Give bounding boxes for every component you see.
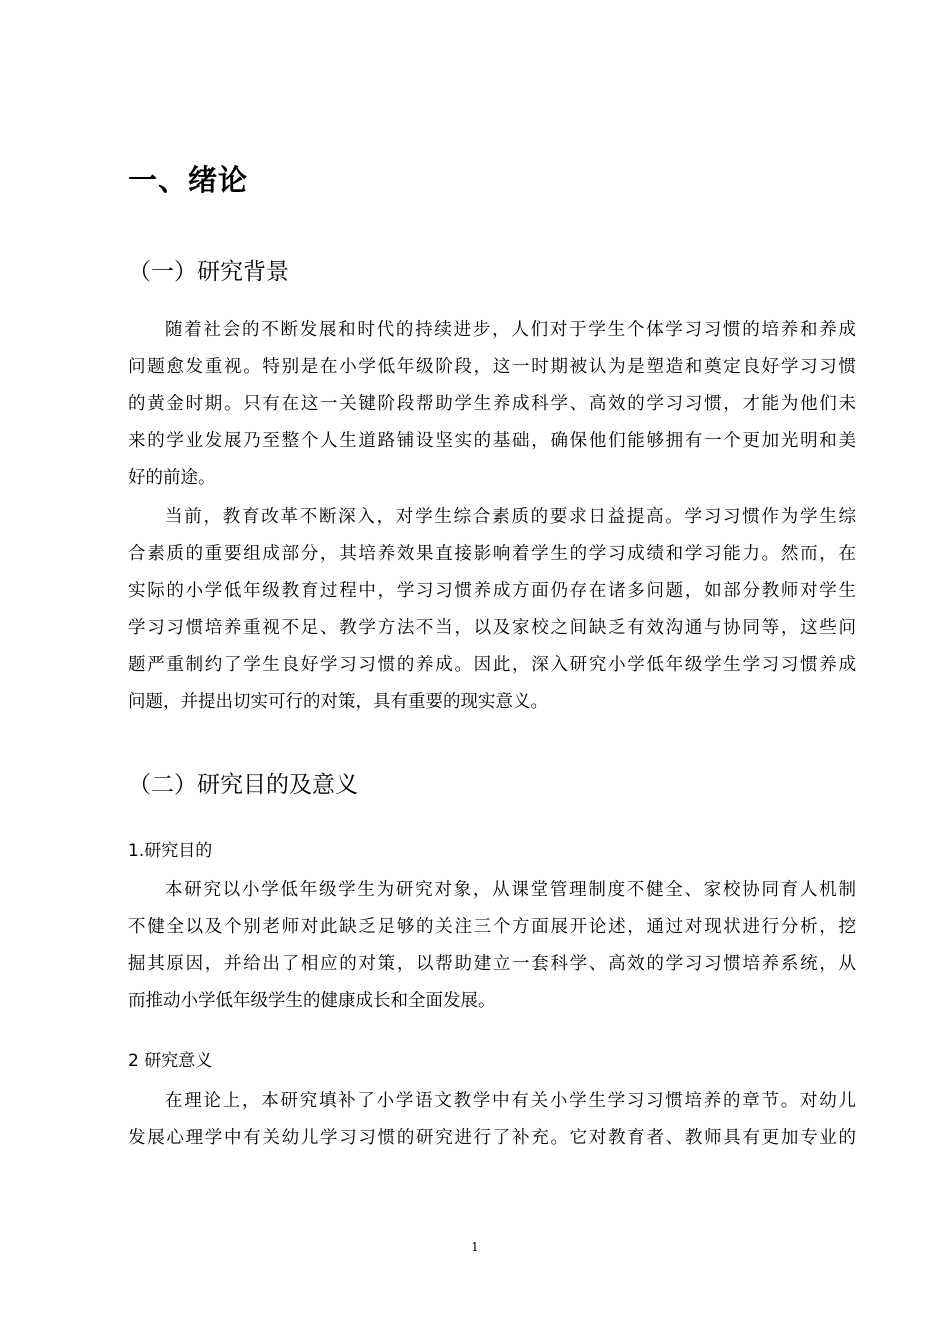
paragraph-background-2	[128, 499, 856, 721]
subsection-heading-significance: 2 研究意义	[128, 1051, 213, 1071]
paragraph-line: 好的前途。	[128, 468, 216, 488]
paragraph-line: 的黄金时期。只有在这一关键阶段帮助学生养成科学、高效的学习习惯，才能为他们未	[128, 394, 856, 414]
paragraph-line: 而推动小学低年级学生的健康成长和全面发展。	[128, 991, 496, 1011]
section-heading-purpose: （二）研究目的及意义	[128, 772, 358, 798]
paragraph-line: 合素质的重要组成部分，其培养效果直接影响着学生的学习成绩和学习能力。然而，在	[128, 544, 856, 564]
section-heading-background: （一）研究背景	[128, 259, 289, 285]
paragraph-line: 问题，并提出切实可行的对策，具有重要的现实意义。	[128, 692, 548, 712]
chapter-heading: 一、绪论	[128, 163, 249, 197]
paragraph-line: 题严重制约了学生良好学习习惯的养成。因此，深入研究小学低年级学生学习习惯养成	[128, 655, 856, 675]
paragraph-line: 学习习惯培养重视不足、教学方法不当，以及家校之间缺乏有效沟通与协同等，这些问	[128, 618, 856, 638]
paragraph-line: 实际的小学低年级教育过程中，学习习惯养成方面仍存在诸多问题，如部分教师对学生	[128, 581, 856, 601]
subsection-heading-purpose: 1.研究目的	[128, 841, 213, 861]
paragraph-line: 随着社会的不断发展和时代的持续进步，人们对于学生个体学习习惯的培养和养成	[165, 320, 856, 340]
paragraph-line: 问题愈发重视。特别是在小学低年级阶段，这一时期被认为是塑造和奠定良好学习习惯	[128, 357, 856, 377]
paragraph-purpose	[128, 872, 856, 1020]
paragraph-line: 在理论上，本研究填补了小学语文教学中有关小学生学习习惯培养的章节。对幼儿	[165, 1091, 856, 1111]
paragraph-line: 发展心理学中有关幼儿学习习惯的研究进行了补充。它对教育者、教师具有更加专业的	[128, 1128, 856, 1148]
paragraph-significance	[128, 1083, 856, 1157]
page-number: 1	[471, 1240, 479, 1254]
paragraph-line: 当前，教育改革不断深入，对学生综合素质的要求日益提高。学习习惯作为学生综	[165, 507, 856, 527]
paragraph-line: 本研究以小学低年级学生为研究对象，从课堂管理制度不健全、家校协同育人机制	[165, 880, 856, 900]
paragraph-line: 掘其原因，并给出了相应的对策，以帮助建立一套科学、高效的学习习惯培养系统，从	[128, 954, 856, 974]
paragraph-line: 不健全以及个别老师对此缺乏足够的关注三个方面展开论述，通过对现状进行分析，挖	[128, 917, 856, 937]
paragraph-background-1	[128, 312, 856, 497]
paragraph-line: 来的学业发展乃至整个人生道路铺设坚实的基础，确保他们能够拥有一个更加光明和美	[128, 431, 856, 451]
